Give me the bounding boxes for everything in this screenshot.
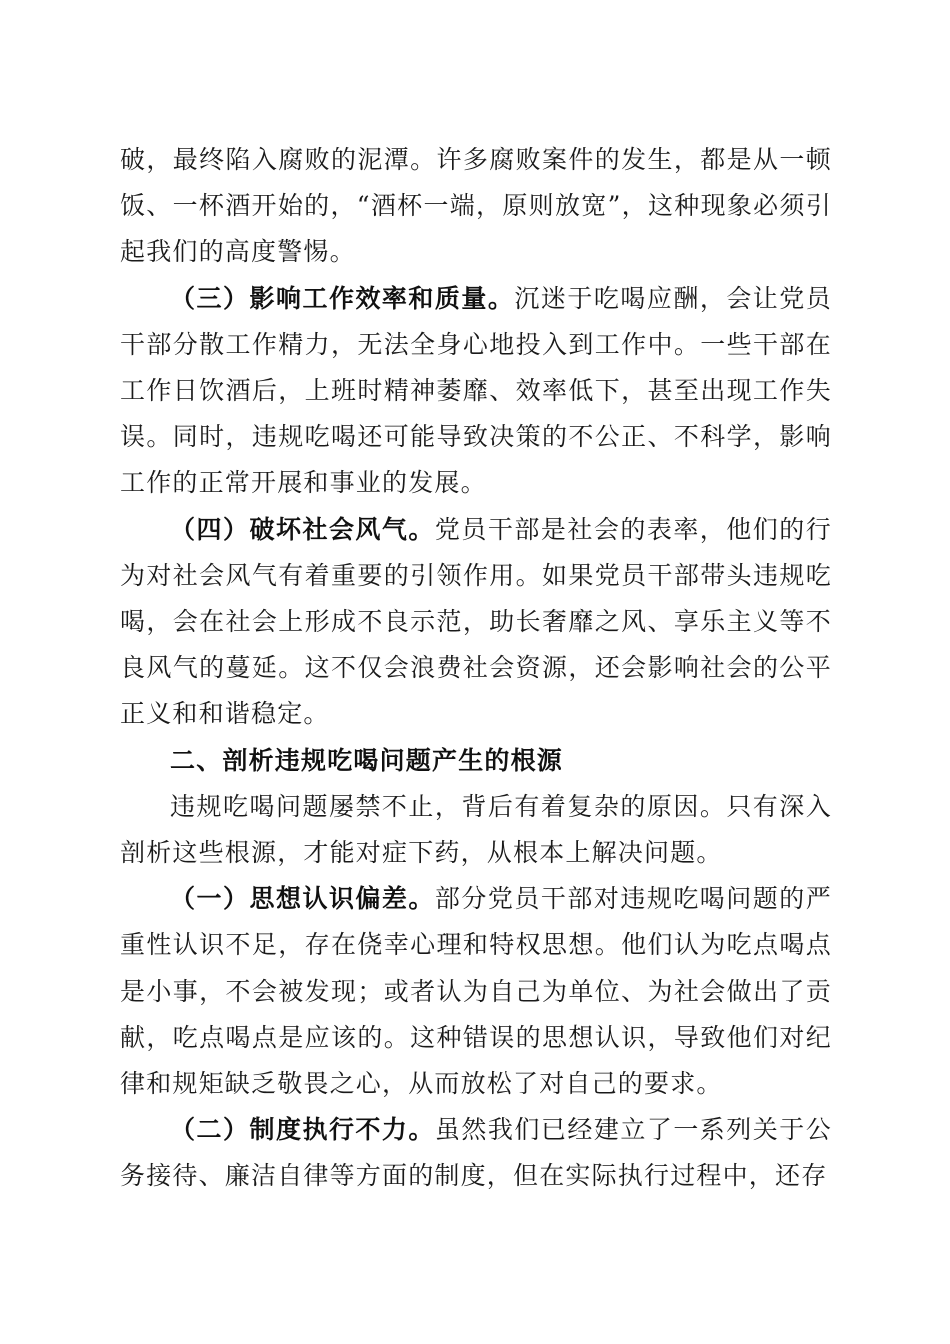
section-heading: 二、剖析违规吃喝问题产生的根源	[170, 745, 564, 775]
paragraph-lead: （三）影响工作效率和质量。	[170, 283, 515, 313]
paragraph-text: 破，最终陷入腐败的泥潭。许多腐败案件的发生，都是从一顿饭、一杯酒开始的，“酒杯一端，原则放宽”，这种现象必须引起我们的高度警惕。	[120, 145, 832, 267]
paragraph-text: 部分党员干部对违规吃喝问题的严重性认识不足，存在侥幸心理和特权思想。他们认为吃点喝点是小事，不会被发现；或者认为自己为单位、为社会做出了贡献，吃点喝点是应该的。这种错误的思想认识，导致他们对纪律和规矩缺乏敬畏之心，从而放松了对自己的要求。	[120, 884, 832, 1099]
paragraph-intro	[120, 784, 832, 876]
paragraph-lead: （二）制度执行不力。	[170, 1115, 435, 1145]
paragraph-text: 违规吃喝问题屡禁不止，背后有着复杂的原因。只有深入剖析这些根源，才能对症下药，从根本上解决问题。	[120, 791, 832, 868]
paragraph-enforcement	[120, 1107, 832, 1199]
paragraph-social-atmosphere	[120, 507, 832, 738]
paragraph-lead: （一）思想认识偏差。	[170, 884, 435, 914]
paragraph-text: 虽然我们已经建立了一系列关于公务接待、廉洁自律等方面的制度，但在实际执行过程中，还存	[120, 1115, 832, 1191]
paragraph-continued	[120, 137, 832, 276]
paragraph-ideological-bias	[120, 876, 832, 1107]
document-body	[120, 137, 832, 1200]
paragraph-text: 党员干部是社会的表率，他们的行为对社会风气有着重要的引领作用。如果党员干部带头违规吃喝，会在社会上形成不良示范，助长奢靡之风、享乐主义等不良风气的蔓延。这不仅会浪费社会资源，还会影响社会的公平正义和和谐稳定。	[120, 514, 832, 729]
paragraph-lead: （四）破坏社会风气。	[170, 514, 435, 544]
paragraph-text: 沉迷于吃喝应酬，会让党员干部分散工作精力，无法全身心地投入到工作中。一些干部在工作日饮酒后，上班时精神萎靡、效率低下，甚至出现工作失误。同时，违规吃喝还可能导致决策的不公正、不科学，影响工作的正常开展和事业的发展。	[120, 283, 832, 498]
paragraph-work-efficiency	[120, 276, 832, 507]
